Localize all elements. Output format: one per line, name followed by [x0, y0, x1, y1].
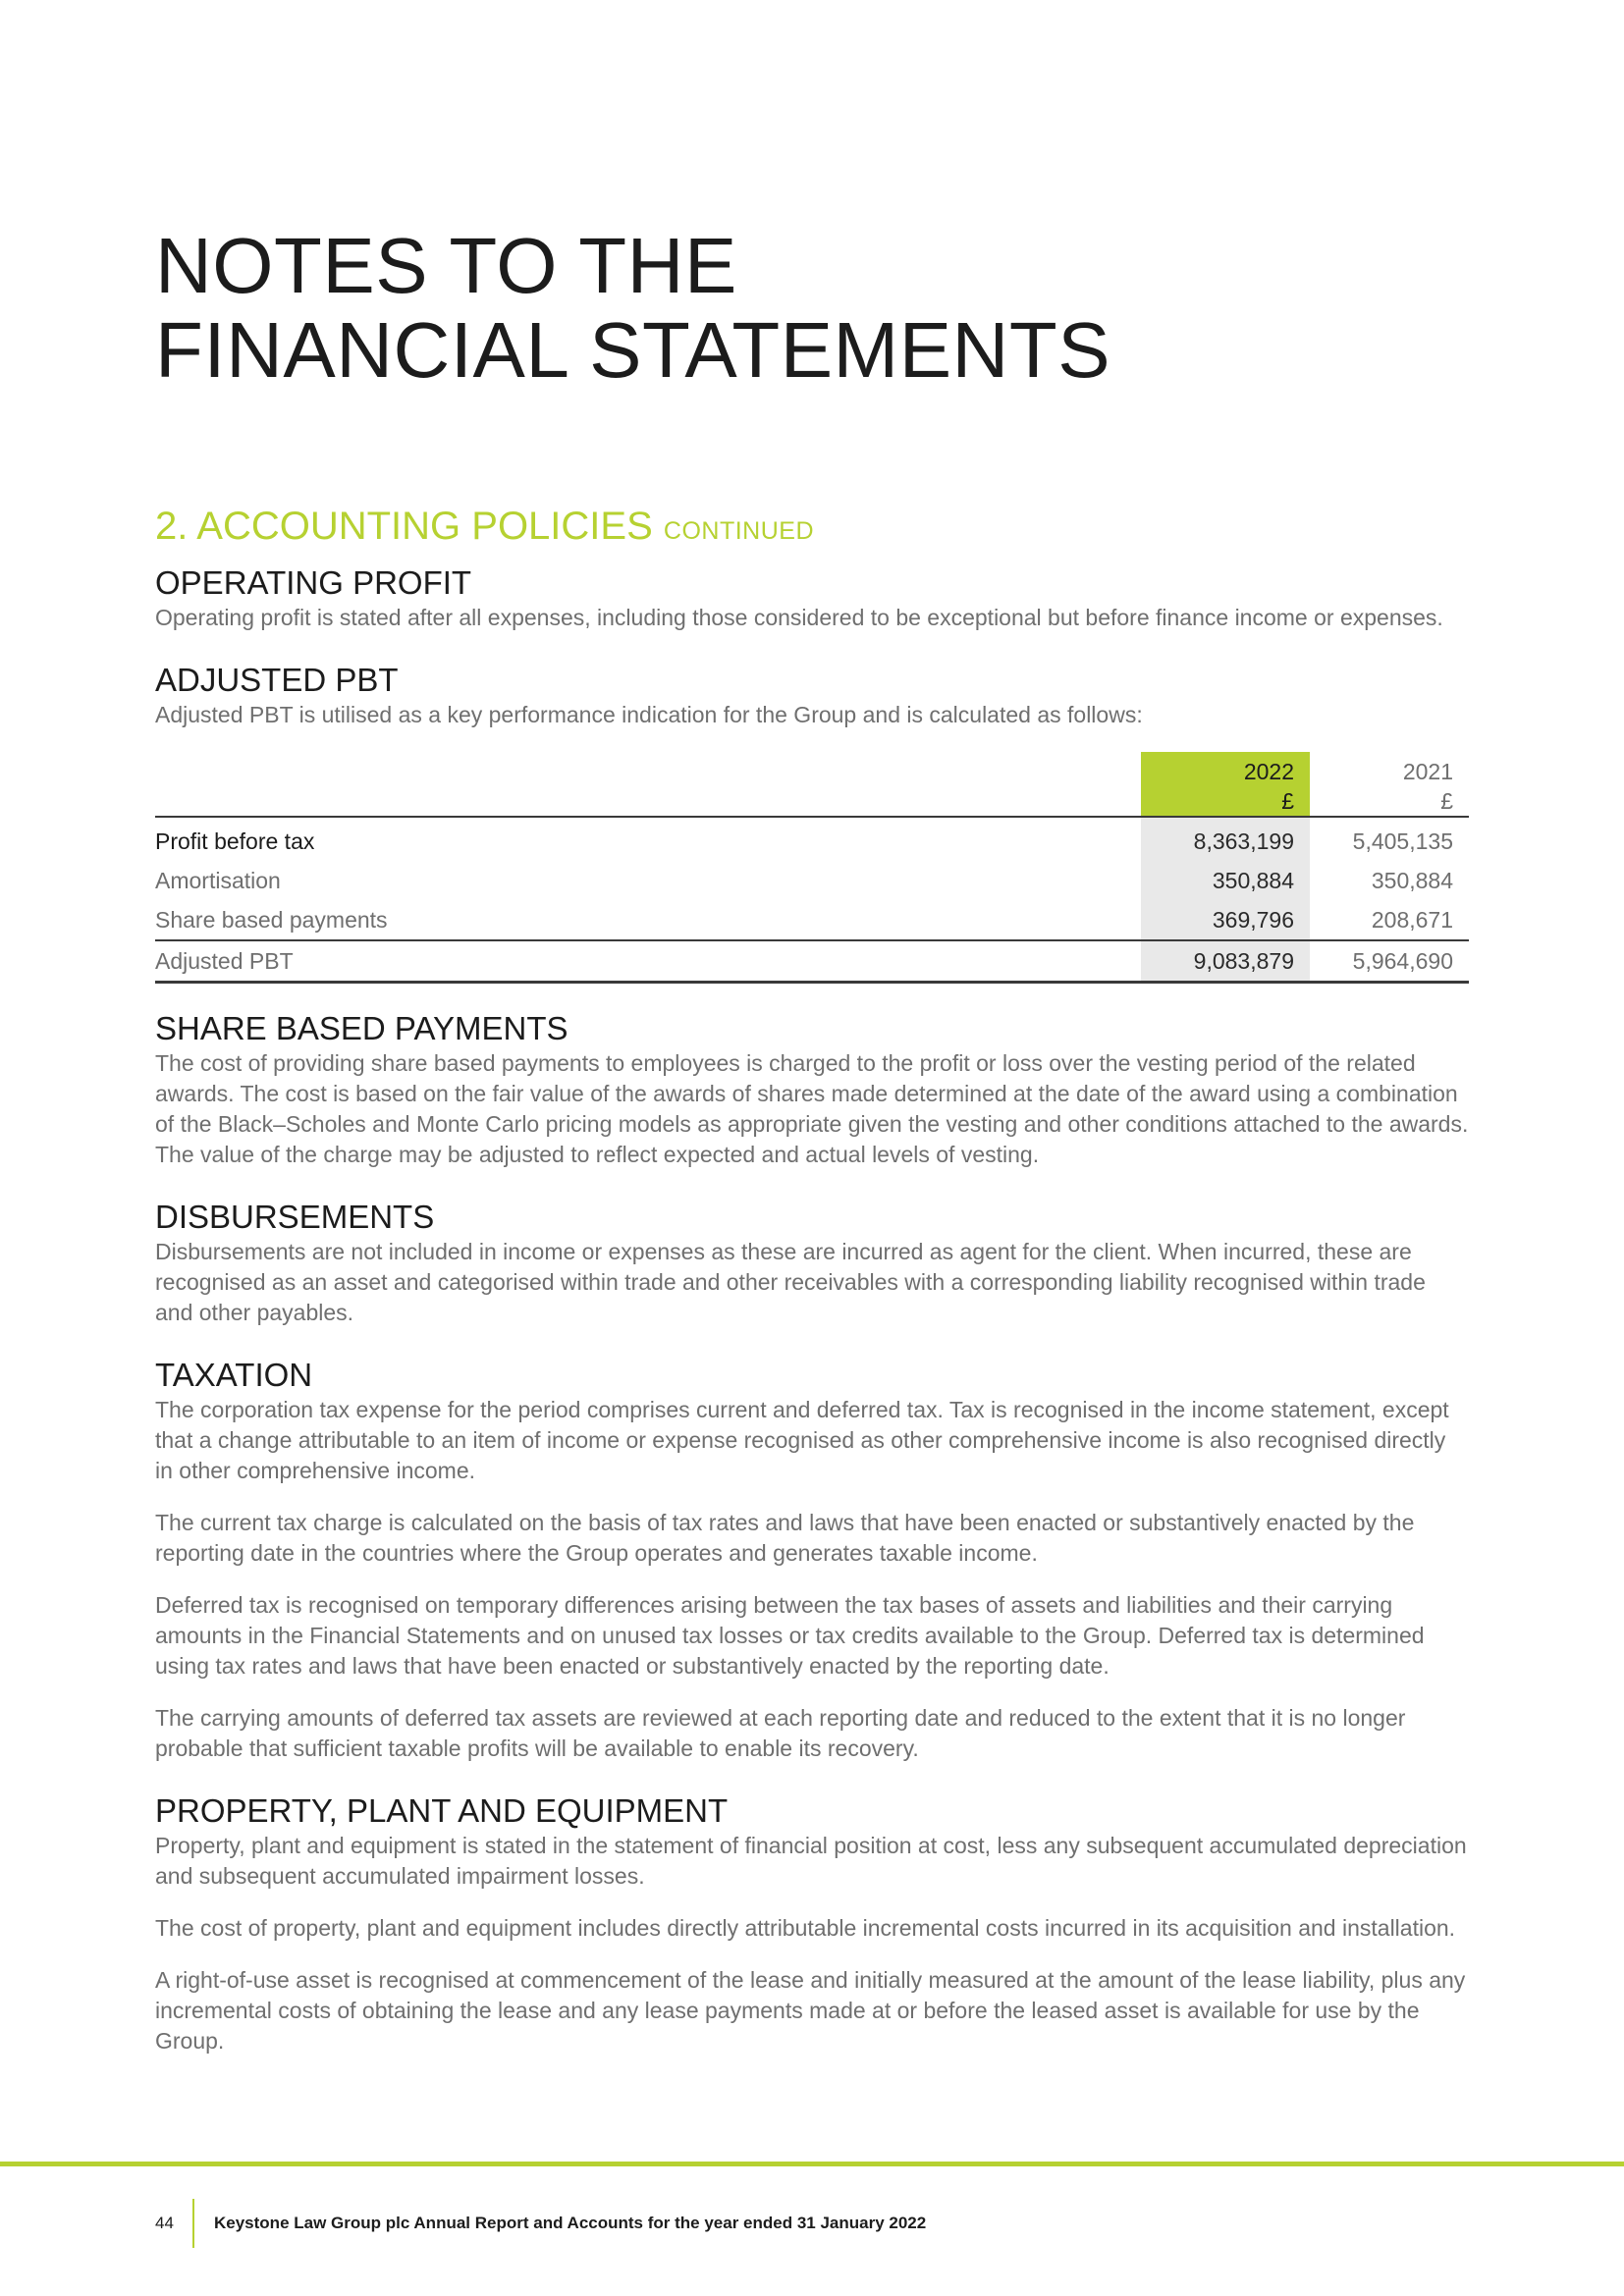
row-label: Profit before tax: [155, 828, 315, 854]
section-title: [155, 504, 1469, 554]
share-based-heading: SHARE BASED PAYMENTS: [155, 1010, 568, 1046]
row-value-2022: 369,796: [1141, 900, 1310, 940]
operating-profit-heading: OPERATING PROFIT: [155, 564, 472, 601]
ppe-paragraph-2: The cost of property, plant and equipment includes directly attributable incremental costs incurred in its acquisition and installation.: [155, 1915, 1456, 1941]
row-value-2022: 350,884: [1141, 861, 1310, 900]
year-2022: 2022: [1243, 759, 1294, 784]
taxation-heading: TAXATION: [155, 1357, 313, 1393]
row-value-2021: 208,671: [1371, 907, 1453, 933]
table-header-2021: [1310, 752, 1469, 817]
main-content: [155, 504, 1469, 2056]
operating-profit-text: Operating profit is stated after all expenses, including those considered to be exceptional but before finance income or expenses.: [155, 605, 1443, 630]
table-row: [155, 900, 1469, 940]
table-row: [155, 861, 1469, 900]
row-label: Amortisation: [155, 868, 281, 893]
disbursements-text: Disbursements are not included in income or expenses as these are incurred as agent for the client. When incurred, these are recognised as an asset and categorised within trade and other receivables with a corresponding liability recognised within trade and other payables.: [155, 1239, 1426, 1325]
row-value-2022: 9,083,879: [1141, 940, 1310, 983]
row-label: Share based payments: [155, 907, 388, 933]
adjusted-pbt-table: [155, 752, 1469, 984]
taxation-paragraph-4: The carrying amounts of deferred tax assets are reviewed at each reporting date and reduced to the extent that it is no longer probable that sufficient taxable profits will be available to enable its recovery.: [155, 1705, 1406, 1761]
table-row-total: [155, 940, 1469, 983]
unit-2022: £: [1281, 788, 1294, 814]
page-title-line-1: NOTES TO THE: [155, 222, 737, 309]
row-value-2022: 8,363,199: [1141, 817, 1310, 861]
table-header-2022: [1141, 752, 1310, 817]
table-header-label: [155, 752, 1141, 817]
table-row: [155, 817, 1469, 861]
taxation-paragraph-1: The corporation tax expense for the period comprises current and deferred tax. Tax is recognised in the income statement, except that a change attributable to an item of income or expense recognised as other comprehensive income is also recognised directly in other comprehensive income.: [155, 1397, 1449, 1483]
row-value-2021: 5,964,690: [1310, 940, 1469, 983]
footer-rule: [0, 2162, 1624, 2166]
row-label: Adjusted PBT: [155, 940, 1141, 983]
page-title: [155, 224, 1110, 393]
footer-separator: [192, 2199, 194, 2248]
unit-2021: £: [1440, 788, 1453, 814]
section-number-title: 2. ACCOUNTING POLICIES: [155, 505, 653, 548]
adjusted-pbt-heading: ADJUSTED PBT: [155, 662, 399, 698]
adjusted-pbt-text: Adjusted PBT is utilised as a key performance indication for the Group and is calculated as follows:: [155, 702, 1143, 727]
footer: [155, 2201, 926, 2246]
taxation-paragraph-3: Deferred tax is recognised on temporary differences arising between the tax bases of assets and liabilities and their carrying amounts in the Financial Statements and on unused tax losses or tax credits available to the Group. Deferred tax is determined using tax rates and laws that have been enacted or substantively enacted by the reporting date.: [155, 1592, 1425, 1679]
row-value-2021: 350,884: [1371, 868, 1453, 893]
table-header-row: [155, 752, 1469, 817]
row-value-2021: 5,405,135: [1352, 828, 1453, 854]
continued-label: CONTINUED: [663, 517, 815, 545]
year-2021: 2021: [1402, 759, 1453, 784]
page-number: 44: [155, 2214, 174, 2232]
ppe-heading: PROPERTY, PLANT AND EQUIPMENT: [155, 1792, 729, 1829]
ppe-paragraph-3: A right-of-use asset is recognised at commencement of the lease and initially measured at the amount of the lease liability, plus any incremental costs of obtaining the lease and any lease payments made at or before the leased asset is available for use by the Group.: [155, 1967, 1466, 2054]
page-title-line-2: FINANCIAL STATEMENTS: [155, 306, 1111, 394]
footer-text: Keystone Law Group plc Annual Report and Accounts for the year ended 31 January 2022: [214, 2214, 927, 2232]
disbursements-heading: DISBURSEMENTS: [155, 1199, 435, 1235]
taxation-paragraph-2: The current tax charge is calculated on the basis of tax rates and laws that have been enacted or substantively enacted by the reporting date in the countries where the Group operates and generates taxable income.: [155, 1510, 1415, 1566]
share-based-text: The cost of providing share based payments to employees is charged to the profit or loss over the vesting period of the related awards. The cost is based on the fair value of the awards of shares made determined at the date of the award using a combination of the Black–Scholes and Monte Carlo pricing models as appropriate given the vesting and other conditions attached to the awards. The value of the charge may be adjusted to reflect expected and actual levels of vesting.: [155, 1050, 1469, 1167]
ppe-paragraph-1: Property, plant and equipment is stated in the statement of financial position at cost, less any subsequent accumulated depreciation and subsequent accumulated impairment losses.: [155, 1833, 1467, 1889]
